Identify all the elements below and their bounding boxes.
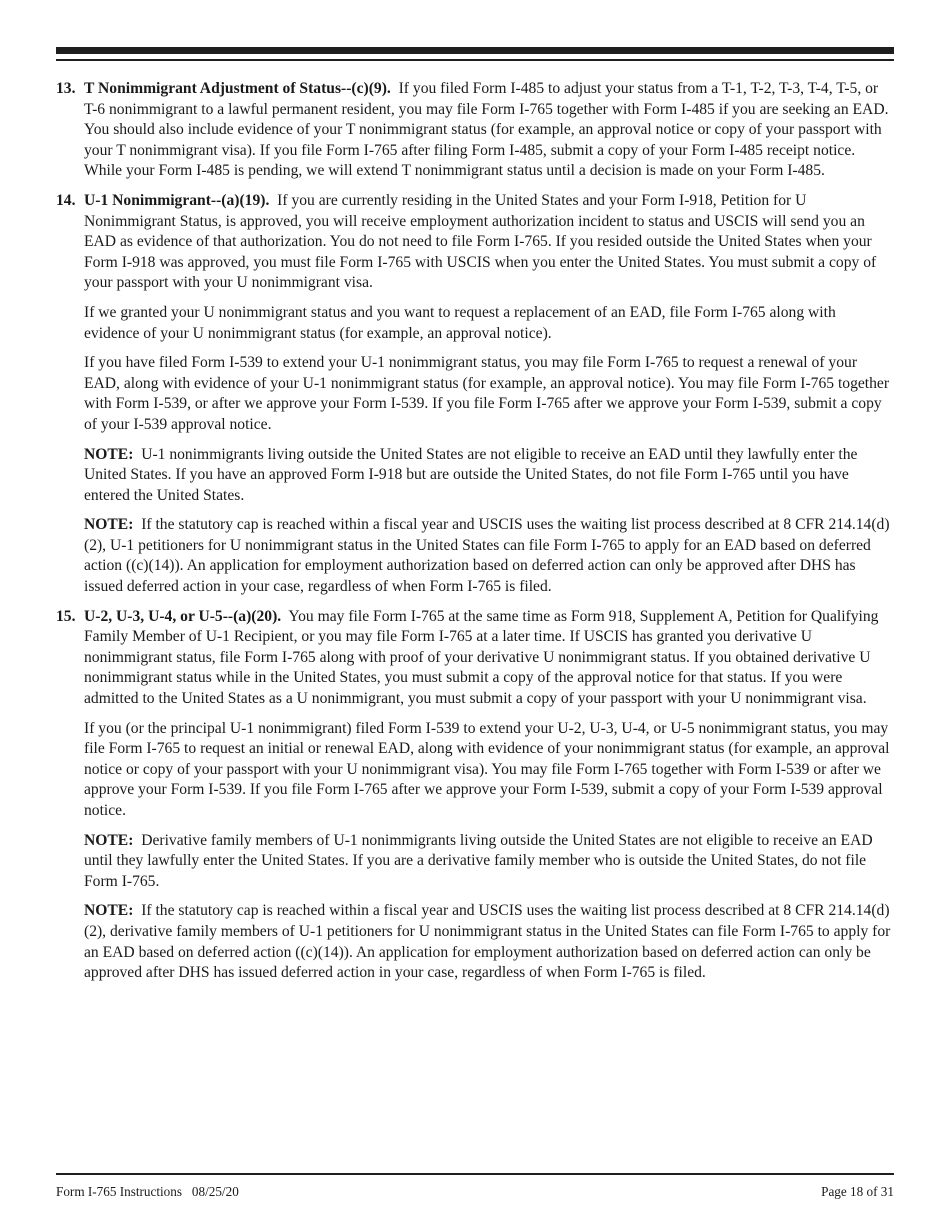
item-number: 13. [56, 80, 76, 97]
note-paragraph [84, 515, 894, 597]
note-paragraph [84, 901, 894, 983]
form-edition: Form I-765 Instructions 08/25/20 [56, 1184, 239, 1199]
paragraph-text: Derivative family members of U-1 nonimmigrants living outside the United States are not eligible to receive an EAD until they lawfully enter the United States. If you are a derivative family member who is outside the United States, do not file Form I-765. [84, 831, 873, 890]
item-heading: U-2, U-3, U-4, or U-5--(a)(20). [84, 607, 282, 625]
paragraph-text: If you are currently residing in the United States and your Form I-918, Petition for U Nonimmigrant Status, is approved, you will receive employment authorization incident to status and USCIS will send you an EAD as evidence of that authorization. You do not need to file Form I-765. If you resided outside the United States when your Form I-918 was approved, you must file Form I-765 with USCIS when you enter the United States. You must submit a copy of your passport with your U nonimmigrant visa. [84, 191, 877, 292]
item-paragraph [84, 353, 894, 435]
item-paragraph [84, 303, 894, 344]
item-paragraph [84, 719, 894, 822]
paragraph-text: If the statutory cap is reached within a fiscal year and USCIS uses the waiting list process described at 8 CFR 214.14(d)(2), U-1 petitioners for U nonimmigrant status in the United States can file Form I-765 to apply for an EAD based on deferred action ((c)(14)). An application for employment authorization based on deferred action can only be approved after DHS has issued deferred action in your case, regardless of when Form I-765 is filed. [84, 516, 890, 596]
paragraph-text: If you (or the principal U-1 nonimmigrant) filed Form I-539 to extend your U-2, U-3, U-4, or U-5 nonimmigrant status, you may file Form I-765 to request an initial or renewal EAD, along with evidence of your nonimmigrant status (for example, an approval notice or copy of your passport with your U nonimmigrant visa). You may file Form I-765 together with Form I-539 or after we approve your Form I-539. If you file Form I-765 after we approve your Form I-539, submit a copy of your Form I-539 approval notice. [84, 719, 890, 819]
note-paragraph [84, 445, 894, 507]
page-number: Page 18 of 31 [821, 1184, 894, 1199]
note-paragraph [84, 831, 894, 893]
header-rule-thin [56, 59, 894, 61]
paragraph-text: If you filed Form I-485 to adjust your status from a T-1, T-2, T-3, T-4, T-5, or T-6 nonimmigrant to a lawful permanent resident, you may file Form I-765 together with Form I-485 if you are seeking an EAD. You should also include evidence of your T nonimmigrant status (for example, an approval notice or copy of your passport with your T nonimmigrant visa). If you file Form I-765 after filing Form I-485, submit a copy of your Form I-485 receipt notice. While your Form I-485 is pending, we will extend T nonimmigrant status until a decision is made on your Form I-485. [84, 80, 889, 180]
paragraph-text: You may file Form I-765 at the same time as Form 918, Supplement A, Petition for Qualifying Family Member of U-1 Recipient, or you may file Form I-765 at a later time. If USCIS has granted you derivative U nonimmigrant status, file Form I-765 along with proof of your derivative U nonimmigrant status. If you obtained derivative U nonimmigrant status while in the United States, you must submit a copy of the approval notice for that status. If you were admitted to the United States as a U nonimmigrant, you must submit a copy of your passport with your U nonimmigrant visa. [84, 607, 879, 708]
note-label: NOTE: [84, 831, 134, 849]
paragraph-text: If the statutory cap is reached within a fiscal year and USCIS uses the waiting list process described at 8 CFR 214.14(d)(2), derivative family members of U-1 petitioners for U nonimmigrant status in the United States can file Form I-765 to apply for an EAD based on deferred action ((c)(14)). An application for employment authorization based on deferred action can only be approved after DHS has issued deferred action in your case, regardless of when Form I-765 is filed. [84, 902, 891, 982]
note-label: NOTE: [84, 516, 134, 534]
item-13 [56, 79, 894, 182]
note-label: NOTE: [84, 902, 134, 920]
item-heading: U-1 Nonimmigrant--(a)(19). [84, 191, 270, 209]
note-label: NOTE: [84, 445, 134, 463]
paragraph-text: If you have filed Form I-539 to extend your U-1 nonimmigrant status, you may file Form I-765 to request a renewal of your EAD, along with evidence of your U-1 nonimmigrant status (for example, an approval notice). You may file Form I-765 together with Form I-539, or after we approve your Form I-539. If you file Form I-765 after we approve your Form I-539, submit a copy of your I-539 approval notice. [84, 354, 890, 433]
item-15 [56, 607, 894, 984]
item-14 [56, 191, 894, 598]
paragraph-text: U-1 nonimmigrants living outside the United States are not eligible to receive an EAD until they lawfully enter the United States. If you have an approved Form I-918 but are outside the United States, do not file Form I-765 until you have entered the United States. [84, 445, 858, 504]
footer-rule [56, 1173, 894, 1175]
item-number: 15. [56, 607, 76, 625]
item-number: 14. [56, 191, 76, 209]
paragraph-text: If we granted your U nonimmigrant status and you want to request a replacement of an EAD, file Form I-765 along with evidence of your U nonimmigrant status (for example, an approval notice). [84, 303, 836, 342]
instructions-body [56, 79, 894, 993]
header-rule-thick [56, 47, 894, 54]
item-heading: T Nonimmigrant Adjustment of Status--(c)(9). [84, 80, 391, 97]
item-paragraph [84, 191, 894, 294]
item-paragraph [84, 79, 894, 182]
item-paragraph [84, 607, 894, 710]
